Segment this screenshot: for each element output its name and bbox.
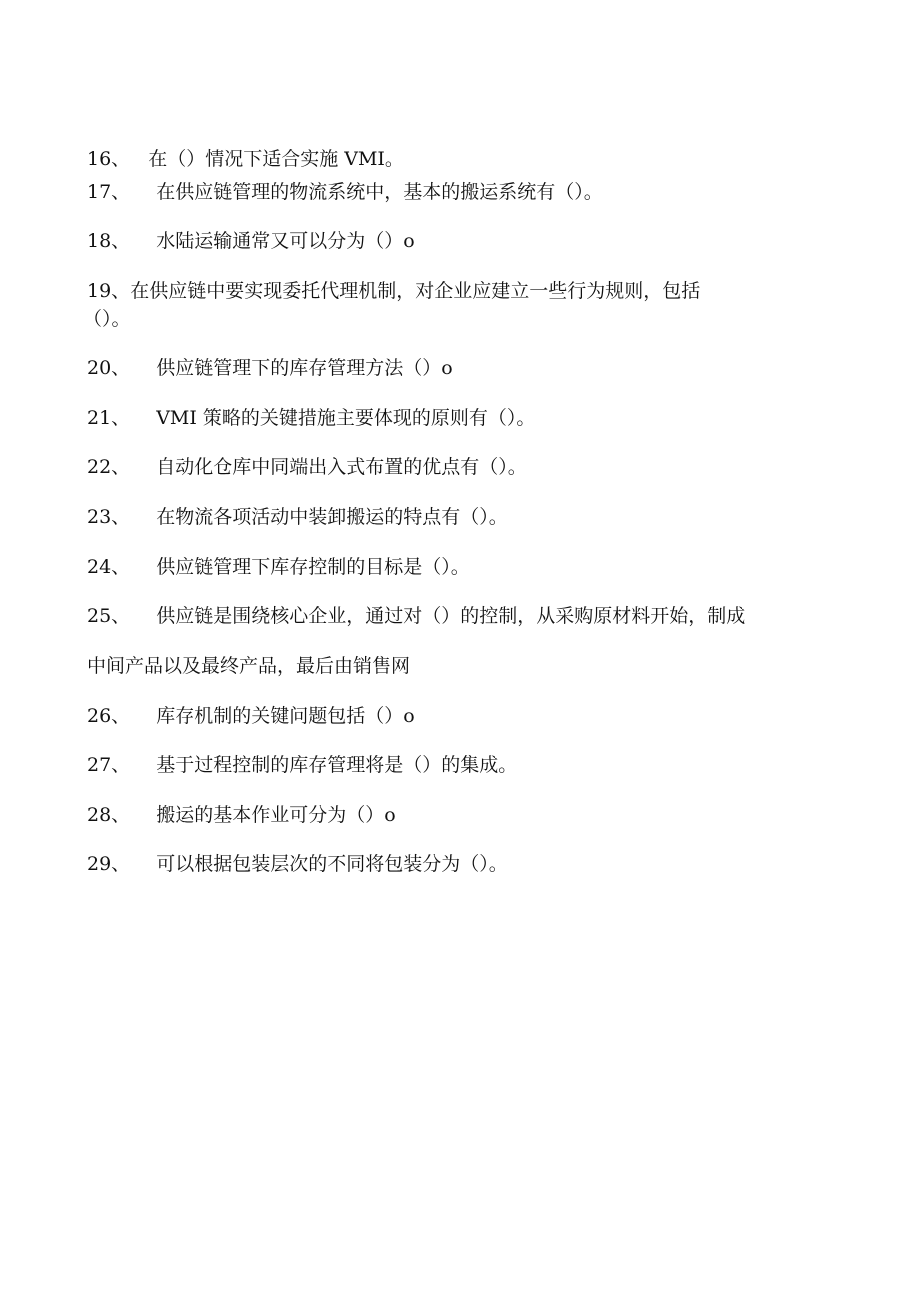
question-number: 17、 [87,181,131,203]
question-25-continuation: 中间产品以及最终产品，最后由销售网 [87,655,411,677]
question-18 [87,229,415,253]
question-19 [87,279,700,303]
question-number: 26、 [87,705,131,727]
question-number: 20、 [87,357,131,379]
question-text: 供应链是围绕核心企业，通过对（）的控制，从采购原材料开始，制成 [156,605,746,627]
question-number: 29、 [87,853,131,875]
question-text: VMI 策略的关键措施主要体现的原则有（）。 [156,407,536,429]
question-number: 16、 [87,148,131,170]
question-text: 在供应链中要实现委托代理机制，对企业应建立一些行为规则，包括 [130,280,701,302]
question-25 [87,604,745,628]
question-number: 24、 [87,556,131,578]
question-number: 22、 [87,456,131,478]
question-19-continuation: （）。 [83,308,131,330]
question-text: 搬运的基本作业可分为（）o [156,804,396,826]
question-number: 21、 [87,407,131,429]
question-text: 自动化仓库中同端出入式布置的优点有（）。 [156,456,527,478]
question-text: 供应链管理下的库存管理方法（）o [156,357,453,379]
question-28 [87,803,396,827]
question-text: 供应链管理下库存控制的目标是（）。 [156,556,470,578]
question-text: 在（）情况下适合实施 VMI。 [148,148,404,170]
question-text: 库存机制的关键问题包括（）o [156,705,415,727]
question-number: 25、 [87,605,131,627]
question-22 [87,455,527,479]
question-text: 在物流各项活动中装卸搬运的特点有（）。 [156,506,508,528]
question-text: 水陆运输通常又可以分为（）o [156,230,415,252]
question-number: 19、 [87,280,131,302]
question-number: 27、 [87,754,131,776]
question-24 [87,555,470,579]
question-number: 23、 [87,506,131,528]
question-20 [87,356,453,380]
question-27 [87,753,517,777]
question-text: 可以根据包装层次的不同将包装分为（）。 [156,853,508,875]
question-17 [87,180,603,204]
question-21 [87,406,535,430]
question-number: 18、 [87,230,131,252]
question-29 [87,852,508,876]
question-number: 28、 [87,804,131,826]
question-23 [87,505,508,529]
question-16 [87,147,404,171]
question-text: 基于过程控制的库存管理将是（）的集成。 [156,754,518,776]
question-text: 在供应链管理的物流系统中，基本的搬运系统有（）。 [156,181,603,203]
question-26 [87,704,415,728]
